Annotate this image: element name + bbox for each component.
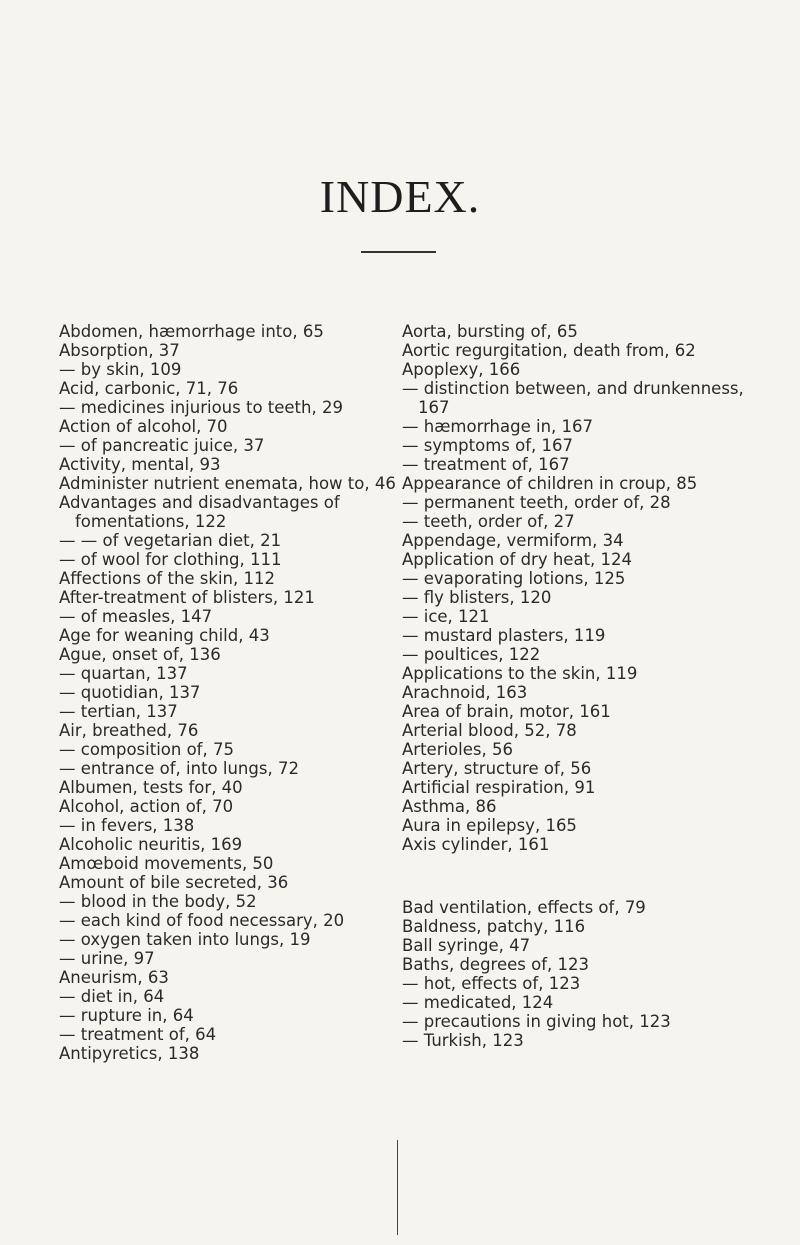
index-entry: Baths, degrees of, 123: [402, 955, 589, 974]
index-entry: — distinction between, and drunkenness, 167: [402, 379, 744, 417]
index-entry: After-treatment of blisters, 121: [59, 588, 315, 607]
index-entry: Baldness, patchy, 116: [402, 917, 586, 936]
right-column-b-section: [402, 898, 747, 1050]
index-entry: — treatment of, 64: [59, 1025, 217, 1044]
index-entry: Area of brain, motor, 161: [402, 702, 611, 721]
index-entry: Arterial blood, 52, 78: [402, 721, 577, 740]
index-entry: — tertian, 137: [59, 702, 178, 721]
index-entry: — mustard plasters, 119: [402, 626, 606, 645]
column-divider: [397, 1140, 398, 1235]
index-entry: — of pancreatic juice, 37: [59, 436, 265, 455]
index-entry: — urine, 97: [59, 949, 155, 968]
index-entry: — of measles, 147: [59, 607, 213, 626]
index-entry: Abdomen, hæmorrhage into, 65: [59, 322, 324, 341]
index-entry: Aorta, bursting of, 65: [402, 322, 578, 341]
index-entry: — blood in the body, 52: [59, 892, 257, 911]
page-title: INDEX.: [319, 171, 481, 222]
right-column: [402, 322, 747, 1050]
index-entry: — medicated, 124: [402, 993, 554, 1012]
index-entry: — quartan, 137: [59, 664, 188, 683]
index-entry: Appearance of children in croup, 85: [402, 474, 698, 493]
index-entry: — of wool for clothing, 111: [59, 550, 282, 569]
left-column: [59, 322, 404, 1063]
section-gap: [402, 854, 747, 898]
index-entry: Aura in epilepsy, 165: [402, 816, 577, 835]
index-entry: Age for weaning child, 43: [59, 626, 270, 645]
index-entry: Activity, mental, 93: [59, 455, 221, 474]
index-entry: Alcoholic neuritis, 169: [59, 835, 243, 854]
index-entry: Ball syringe, 47: [402, 936, 531, 955]
index-entry: Administer nutrient enemata, how to, 46: [59, 474, 396, 493]
index-entry: Applications to the skin, 119: [402, 664, 638, 683]
index-entry: Advantages and disadvantages of fomentations, 122: [59, 493, 340, 531]
index-entry: — hot, effects of, 123: [402, 974, 581, 993]
index-entry: Acid, carbonic, 71, 76: [59, 379, 239, 398]
index-entry: Appendage, vermiform, 34: [402, 531, 624, 550]
index-entry: — teeth, order of, 27: [402, 512, 575, 531]
index-entry: — precautions in giving hot, 123: [402, 1012, 671, 1031]
index-entry: Bad ventilation, effects of, 79: [402, 898, 646, 917]
index-entry: — evaporating lotions, 125: [402, 569, 626, 588]
title-rule: [361, 251, 436, 253]
index-entry: Aneurism, 63: [59, 968, 169, 987]
index-entry: Ague, onset of, 136: [59, 645, 221, 664]
index-entry: Arachnoid, 163: [402, 683, 528, 702]
index-entry: Arterioles, 56: [402, 740, 513, 759]
index-entry: Air, breathed, 76: [59, 721, 199, 740]
index-entry: Amœboid movements, 50: [59, 854, 274, 873]
index-entry: — medicines injurious to teeth, 29: [59, 398, 343, 417]
right-column-a-section: [402, 322, 747, 854]
index-entry: Albumen, tests for, 40: [59, 778, 243, 797]
index-entry: Aortic regurgitation, death from, 62: [402, 341, 696, 360]
index-entry: — oxygen taken into lungs, 19: [59, 930, 311, 949]
index-entry: — ice, 121: [402, 607, 490, 626]
index-entry: — permanent teeth, order of, 28: [402, 493, 671, 512]
index-entry: — — of vegetarian diet, 21: [59, 531, 282, 550]
index-entry: — treatment of, 167: [402, 455, 570, 474]
index-entry: — by skin, 109: [59, 360, 182, 379]
index-entry: — entrance of, into lungs, 72: [59, 759, 299, 778]
index-entry: Action of alcohol, 70: [59, 417, 228, 436]
index-entry: Application of dry heat, 124: [402, 550, 633, 569]
index-entry: Amount of bile secreted, 36: [59, 873, 289, 892]
index-entry: — each kind of food necessary, 20: [59, 911, 345, 930]
index-entry: — poultices, 122: [402, 645, 541, 664]
index-entry: — diet in, 64: [59, 987, 165, 1006]
index-entry: — composition of, 75: [59, 740, 234, 759]
index-entry: — quotidian, 137: [59, 683, 201, 702]
index-entry: — in fevers, 138: [59, 816, 195, 835]
index-entry: Affections of the skin, 112: [59, 569, 275, 588]
index-entry: Artery, structure of, 56: [402, 759, 592, 778]
index-entry: — Turkish, 123: [402, 1031, 524, 1050]
index-entry: Alcohol, action of, 70: [59, 797, 234, 816]
index-entry: — symptoms of, 167: [402, 436, 574, 455]
index-entry: Apoplexy, 166: [402, 360, 521, 379]
index-entry: — fly blisters, 120: [402, 588, 552, 607]
index-entry: Asthma, 86: [402, 797, 497, 816]
index-entry: — rupture in, 64: [59, 1006, 194, 1025]
index-entry: Artificial respiration, 91: [402, 778, 596, 797]
index-entry: — hæmorrhage in, 167: [402, 417, 594, 436]
index-entry: Antipyretics, 138: [59, 1044, 200, 1063]
index-entry: Axis cylinder, 161: [402, 835, 550, 854]
index-entry: Absorption, 37: [59, 341, 180, 360]
